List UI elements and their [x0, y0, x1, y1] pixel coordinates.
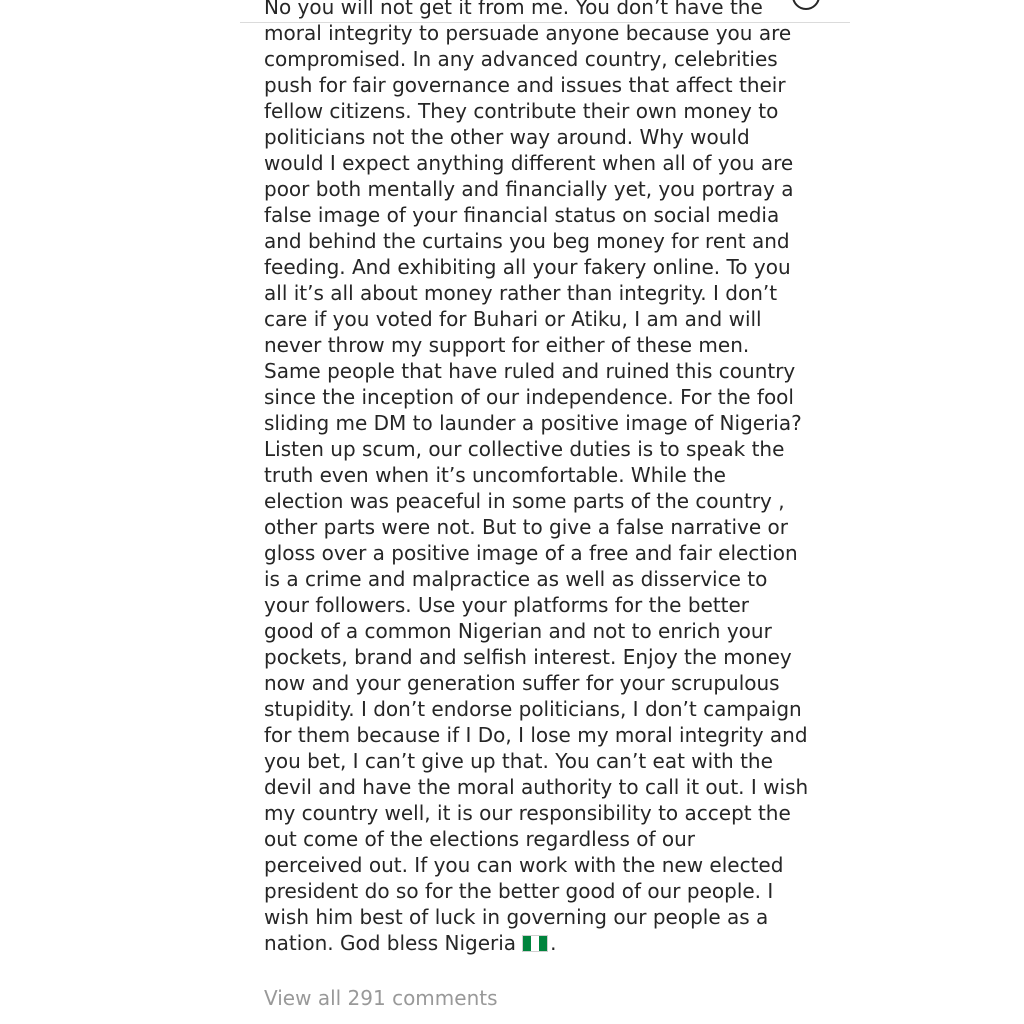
caption-line: stupidity. I don’t endorse politicians, I don’t campaign: [264, 697, 802, 721]
caption-line: my country well, it is our responsibility to accept the: [264, 801, 791, 825]
caption-last-line: [264, 930, 844, 956]
caption-line: care if you voted for Buhari or Atiku, I am and will: [264, 307, 762, 331]
caption-line: truth even when it’s uncomfortable. While the: [264, 463, 726, 487]
post-caption: [264, 0, 844, 956]
caption-line: since the inception of our independence. For the fool: [264, 385, 794, 409]
caption-line: devil and have the moral authority to call it out. I wish: [264, 775, 809, 799]
caption-line: election was peaceful in some parts of the country ,: [264, 489, 785, 513]
caption-line: good of a common Nigerian and not to enrich your: [264, 619, 772, 643]
caption-line: No you will not get it from me. You don’t have the: [264, 0, 763, 19]
caption-line: compromised. In any advanced country, celebrities: [264, 47, 778, 71]
caption-line: never throw my support for either of these men.: [264, 333, 750, 357]
caption-line: your followers. Use your platforms for the better: [264, 593, 750, 617]
caption-last-line-period: .: [550, 931, 557, 955]
caption-line: Listen up scum, our collective duties is to speak the: [264, 437, 785, 461]
caption-line: politicians not the other way around. Why would: [264, 125, 750, 149]
caption-line: all it’s all about money rather than integrity. I don’t: [264, 281, 778, 305]
caption-line: president do so for the better good of our people. I: [264, 879, 774, 903]
caption-line: would I expect anything different when all of you are: [264, 151, 794, 175]
caption-last-line-text: nation. God bless Nigeria: [264, 931, 517, 955]
caption-line: out come of the elections regardless of our: [264, 827, 695, 851]
caption-line: gloss over a positive image of a free and fair election: [264, 541, 798, 565]
caption-line: is a crime and malpractice as well as disservice to: [264, 567, 768, 591]
caption-line: other parts were not. But to give a false narrative or: [264, 515, 788, 539]
caption-line: poor both mentally and financially yet, you portray a: [264, 177, 794, 201]
view-all-comments-link[interactable]: View all 291 comments: [264, 986, 498, 1010]
caption-line: you bet, I can’t give up that. You can’t eat with the: [264, 749, 773, 773]
caption-line: sliding me DM to launder a positive image of Nigeria?: [264, 411, 802, 435]
caption-line: pockets, brand and selfish interest. Enjoy the money: [264, 645, 792, 669]
caption-line: now and your generation suffer for your scrupulous: [264, 671, 780, 695]
caption-line: and behind the curtains you beg money for rent and: [264, 229, 790, 253]
caption-line: false image of your financial status on social media: [264, 203, 780, 227]
nigeria-flag-icon: [522, 935, 548, 952]
caption-line: for them because if I Do, I lose my moral integrity and: [264, 723, 808, 747]
caption-line: fellow citizens. They contribute their own money to: [264, 99, 779, 123]
caption-line: push for fair governance and issues that affect their: [264, 73, 786, 97]
caption-line: perceived out. If you can work with the new elected: [264, 853, 784, 877]
caption-line: moral integrity to persuade anyone because you are: [264, 21, 792, 45]
caption-line: feeding. And exhibiting all your fakery online. To you: [264, 255, 791, 279]
caption-line: Same people that have ruled and ruined this country: [264, 359, 796, 383]
caption-line: wish him best of luck in governing our people as a: [264, 905, 769, 929]
